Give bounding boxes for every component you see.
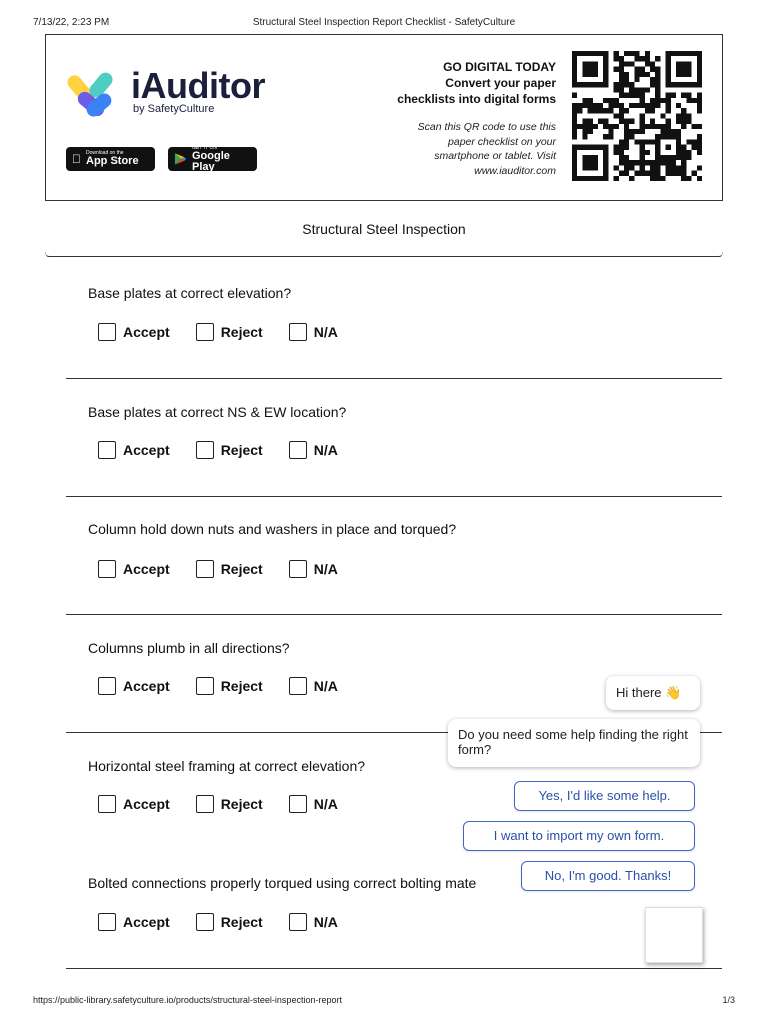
checkbox[interactable] [196,441,214,459]
accept-option[interactable] [98,795,170,813]
question-6: Bolted connections properly torqued using correct bolting mate [88,875,477,891]
chat-reply-import-button[interactable]: I want to import my own form. [463,821,695,851]
accept-label: Accept [123,324,170,340]
accept-label: Accept [123,678,170,694]
checkbox[interactable] [98,441,116,459]
na-option[interactable] [289,441,338,459]
question-divider [66,614,722,615]
section-title: Structural Steel Inspection [302,221,466,237]
checkbox[interactable] [98,560,116,578]
na-option[interactable] [289,913,338,931]
checkbox[interactable] [289,441,307,459]
reject-option[interactable] [196,441,263,459]
na-label: N/A [313,324,338,340]
waving-hand-icon: 👋 [665,685,682,700]
question-2: Base plates at correct NS & EW location? [88,404,347,420]
question-2-options [98,441,364,459]
scan-instructions [386,120,556,178]
na-label: N/A [313,796,338,812]
scan-line: Scan this QR code to use this [417,121,556,133]
promo-line: GO DIGITAL TODAY [443,60,556,74]
reject-option[interactable] [196,677,263,695]
na-label: N/A [313,914,338,930]
reject-label: Reject [220,324,263,340]
checkbox[interactable] [289,323,307,341]
checkbox[interactable] [98,677,116,695]
google-play-small: GET IT ON [192,144,217,151]
question-3: Column hold down nuts and washers in place and torqued? [88,521,457,537]
print-footer [33,995,735,1009]
question-divider [66,968,722,969]
question-5: Horizontal steel framing at correct elevation? [88,758,366,774]
chat-greeting: Hi there [616,685,662,700]
na-label: N/A [313,678,338,694]
google-play-icon [174,152,187,166]
iauditor-logo-icon [66,67,122,123]
checkbox[interactable] [196,795,214,813]
checkbox[interactable] [196,323,214,341]
checkbox[interactable] [289,677,307,695]
promo-line: Convert your paper [445,76,556,90]
page-number: 1/3 [722,995,735,1005]
question-1-options [98,323,364,341]
reject-label: Reject [220,796,263,812]
section-divider [45,252,723,257]
reject-option[interactable] [196,323,263,341]
question-4-options [98,677,364,695]
checkbox[interactable] [289,913,307,931]
question-5-options [98,795,364,813]
scan-line: smartphone or tablet. Visit [434,150,556,162]
apple-icon [72,153,81,165]
brand-name: iAuditor [131,65,265,106]
na-label: N/A [313,442,338,458]
reject-option[interactable] [196,795,263,813]
reject-option[interactable] [196,913,263,931]
question-3-options [98,560,364,578]
checkbox[interactable] [196,913,214,931]
promo-text [336,59,556,107]
iauditor-banner [45,34,723,201]
question-4: Columns plumb in all directions? [88,640,290,656]
google-play-button[interactable] [168,144,257,173]
checkbox[interactable] [196,560,214,578]
chat-greeting-bubble [606,676,700,710]
checkbox[interactable] [289,560,307,578]
na-label: N/A [313,561,338,577]
app-store-button[interactable] [66,147,155,171]
scan-line: paper checklist on your [448,135,556,148]
checkbox[interactable] [98,795,116,813]
checkbox[interactable] [98,323,116,341]
checkbox[interactable] [98,913,116,931]
reject-label: Reject [220,678,263,694]
accept-option[interactable] [98,441,170,459]
scan-line: www.iauditor.com [474,164,556,177]
print-header [33,17,735,31]
qr-code-icon[interactable] [570,51,704,181]
na-option[interactable] [289,323,338,341]
accept-option[interactable] [98,323,170,341]
accept-label: Accept [123,796,170,812]
chat-reply-no-button[interactable]: No, I'm good. Thanks! [521,861,695,891]
checkbox[interactable] [196,677,214,695]
checkbox[interactable] [289,795,307,813]
accept-option[interactable] [98,560,170,578]
reject-label: Reject [220,914,263,930]
print-title: Structural Steel Inspection Report Checklist - SafetyCulture [252,17,516,28]
accept-label: Accept [123,442,170,458]
print-date: 7/13/22, 2:23 PM [33,17,110,28]
brand-sub: by SafetyCulture [133,103,215,115]
app-store-small: Download on the [77,150,115,156]
accept-option[interactable] [98,913,170,931]
accept-label: Accept [123,914,170,930]
reject-option[interactable] [196,560,263,578]
app-store-label: App Store [77,155,130,167]
question-1: Base plates at correct elevation? [88,285,292,301]
accept-label: Accept [123,561,170,577]
accept-option[interactable] [98,677,170,695]
chat-reply-yes-button[interactable]: Yes, I'd like some help. [514,781,695,811]
na-option[interactable] [289,795,338,813]
google-play-label: Google Play [192,149,230,173]
question-6-options [98,913,364,931]
reject-label: Reject [220,561,263,577]
print-url: https://public-library.safetyculture.io/products/structural-steel-inspection-report [33,995,342,1005]
chat-launcher-button[interactable] [645,907,703,963]
question-divider [66,496,722,497]
reject-label: Reject [220,442,263,458]
chat-prompt-bubble: Do you need some help finding the right form? [448,719,700,767]
promo-line: checklists into digital forms [397,92,556,106]
question-divider [66,378,722,379]
na-option[interactable] [289,677,338,695]
na-option[interactable] [289,560,338,578]
